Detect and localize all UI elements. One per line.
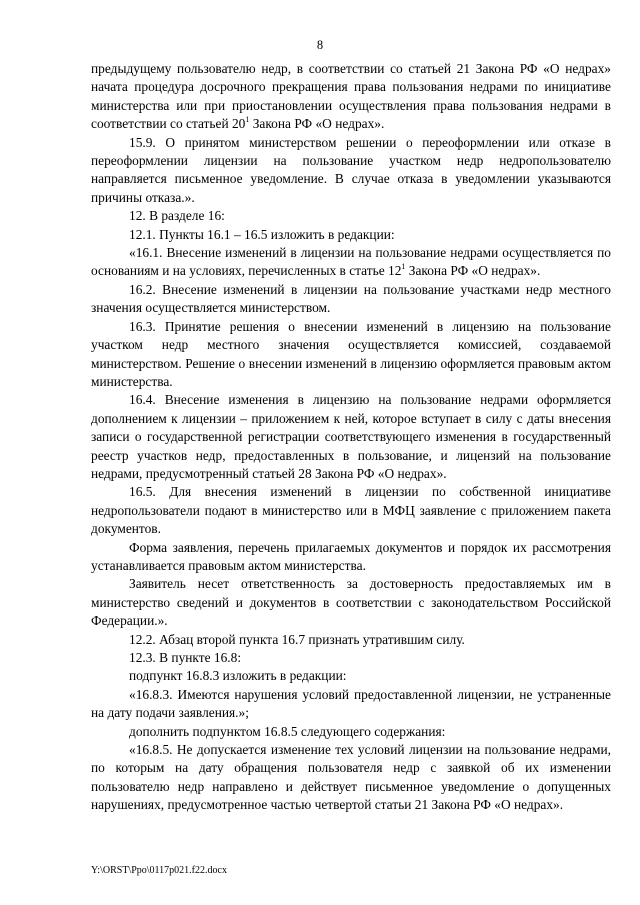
superscript: 1	[245, 115, 250, 125]
file-path-footer: Y:\ORST\Ppo\0117p021.f22.docx	[91, 865, 227, 876]
paragraph-text: «16.1. Внесение изменений в лицензии на пользование недрами осуществляется по основаниям и на условиях, перечисленных в статье 12	[91, 245, 611, 279]
paragraph-16-2: 16.2. Внесение изменений в лицензии на пользование участками недр местного значения осуществляется министерством.	[91, 281, 611, 316]
paragraph-text: предыдущему пользователю недр, в соответствии со статьей 21 Закона РФ «О недрах» начата процедура досрочного прекращения права пользования недрами по инициативе министерства или при приостановлении осуществления права пользования недрами в соответствии со статьей 20	[91, 61, 611, 132]
paragraph-16-1	[91, 244, 611, 281]
paragraph-12-3: 12.3. В пункте 16.8:	[129, 650, 242, 665]
paragraph-12: 12. В разделе 16:	[129, 208, 225, 224]
document-body	[91, 60, 611, 815]
paragraph-16-8-3: «16.8.3. Имеются нарушения условий предоставленной лицензии, не устраненные на дату подачи заявления.»;	[91, 686, 611, 721]
paragraph-16-5: 16.5. Для внесения изменений в лицензии по собственной инициативе недропользователи подают в министерство или в МФЦ заявление с приложением пакета документов.	[91, 484, 611, 537]
page-number: 8	[316, 38, 324, 52]
paragraph-applicant: Заявитель несет ответственность за достоверность предоставляемых им в министерство сведений и документов в соответствии с законодательством Российской Федерации.».	[91, 576, 611, 629]
paragraph-16-4: 16.4. Внесение изменения в лицензию на пользование недрами оформляется дополнением к лицензии – приложением к ней, которое вступает в силу с даты внесения записи о государственной регистрации соответствующего изменения в государственный реестр участков недр, предоставленных в пользование, и лицензий на пользование недрами, предусмотренный статьей 28 Закона РФ «О недрах».	[91, 392, 611, 481]
paragraph-12-1: 12.1. Пункты 16.1 – 16.5 изложить в редакции:	[129, 226, 395, 242]
paragraph-16-3: 16.3. Принятие решения о внесении изменений в лицензию на пользование участком недр местного значения осуществляется комиссией, создаваемой министерством. Решение о внесении изменений в лицензию оформляется правовым актом министерства.	[91, 318, 611, 389]
paragraph-form: Форма заявления, перечень прилагаемых документов и порядок их рассмотрения устанавливается правовым актом министерства.	[91, 539, 611, 573]
paragraph-text: Закона РФ «О недрах».	[249, 116, 385, 132]
paragraph-continuation	[91, 60, 611, 134]
paragraph-add-16-8-5: дополнить подпунктом 16.8.5 следующего содержания:	[129, 723, 446, 739]
paragraph-15-9: 15.9. О принятом министерством решении о переоформлении или отказе в переоформлении лицензии на пользование участком недр недропользователю направляется письменное уведомление. В случае отказа в уведомлении указываются причины отказа.».	[91, 134, 611, 205]
paragraph-subpoint-16-8-3: подпункт 16.8.3 изложить в редакции:	[129, 668, 347, 684]
paragraph-12-2: 12.2. Абзац второй пункта 16.7 признать утратившим силу.	[129, 631, 465, 647]
paragraph-16-8-5: «16.8.5. Не допускается изменение тех условий лицензии на пользование недрами, по которым на дату обращения пользователя недр с заявкой об их изменении пользователю недр направлено и действует письменное уведомление о допущенных нарушениях, предусмотренное частью четвертой статьи 21 Закона РФ «О недрах».	[91, 742, 611, 813]
paragraph-text: Закона РФ «О недрах».	[405, 263, 541, 279]
superscript: 1	[401, 262, 406, 272]
